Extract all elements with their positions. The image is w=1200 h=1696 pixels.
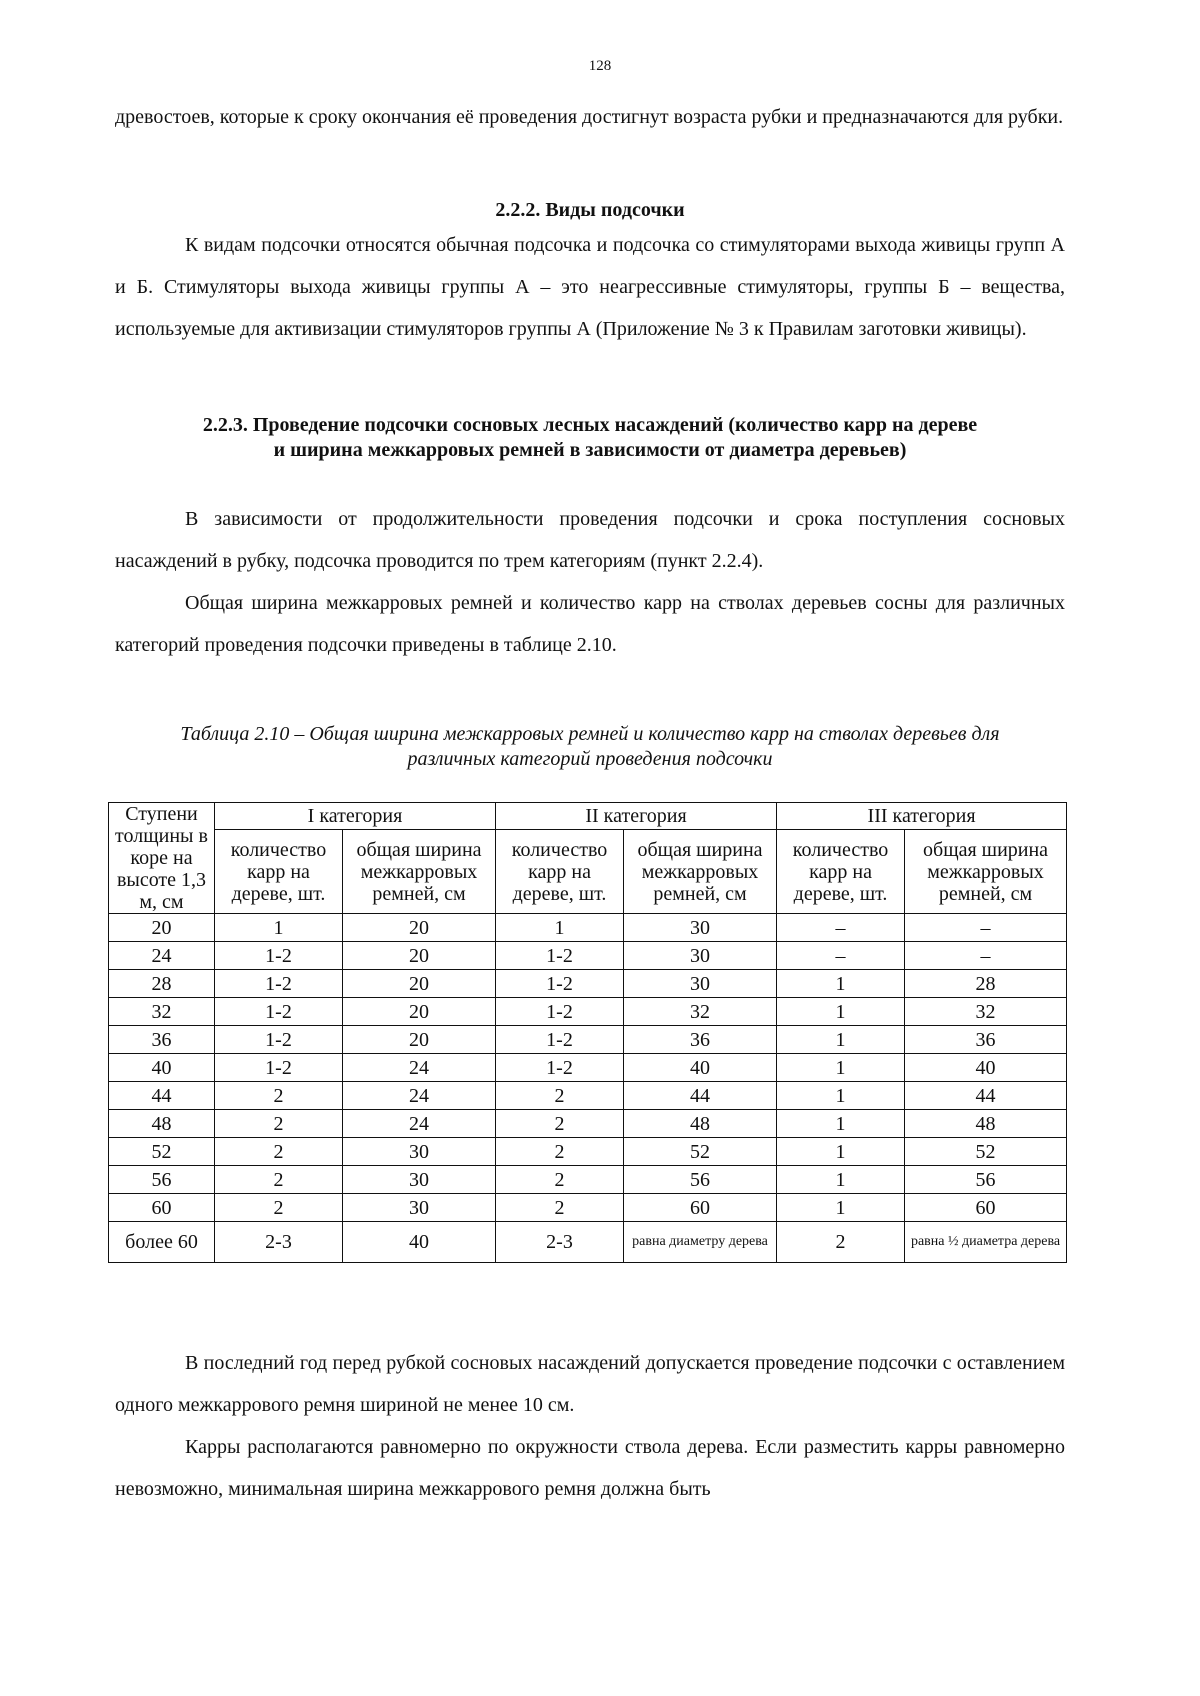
cell-c2-count: 2: [496, 1110, 624, 1138]
closing-paragraph-1: В последний год перед рубкой сосновых насаждений допускается проведение подсочки с оставлением одного межкаррового ремня шириной не менее 10 см.: [115, 1352, 1065, 1416]
cell-c2-width: 56: [624, 1166, 777, 1194]
header-count: количество карр на дереве, шт.: [777, 830, 905, 914]
cell-c3-count: 2: [777, 1222, 905, 1263]
cell-c2-width: 40: [624, 1054, 777, 1082]
cell-c3-count: 1: [777, 1138, 905, 1166]
table-row: [109, 1110, 1067, 1138]
section-title-2-2-2: 2.2.2. Виды подсочки: [495, 199, 685, 221]
header-count: количество карр на дереве, шт.: [215, 830, 343, 914]
cell-c1-width: 24: [343, 1054, 496, 1082]
cell-stage: 60: [109, 1194, 215, 1222]
section-title-2-2-3: 2.2.3. Проведение подсочки сосновых лесных насаждений (количество карр на дереве и ширина межкарровых ремней в зависимости от диаметра деревьев): [202, 414, 978, 461]
cell-c2-count: 2: [496, 1138, 624, 1166]
table-row: [109, 1054, 1067, 1082]
table-row: [109, 1138, 1067, 1166]
header-width: общая ширина межкарровых ремней, см: [905, 830, 1067, 914]
cell-c3-width: 36: [905, 1026, 1067, 1054]
cell-c1-width: 20: [343, 970, 496, 998]
cell-c3-count: 1: [777, 1054, 905, 1082]
table-row-last: [109, 1222, 1067, 1263]
cell-c2-count: 1: [496, 914, 624, 942]
cell-stage: 48: [109, 1110, 215, 1138]
cell-c3-width: 56: [905, 1166, 1067, 1194]
header-category-1: I категория: [215, 803, 496, 830]
header-category-3: III категория: [777, 803, 1067, 830]
cell-c3-width: равна ½ диаметра дерева: [905, 1222, 1067, 1263]
cell-c1-width: 24: [343, 1110, 496, 1138]
cell-c1-width: 30: [343, 1166, 496, 1194]
cell-c2-width: 60: [624, 1194, 777, 1222]
cell-c3-count: 1: [777, 1194, 905, 1222]
cell-stage: 56: [109, 1166, 215, 1194]
cell-c2-width: 32: [624, 998, 777, 1026]
cell-c1-count: 2: [215, 1110, 343, 1138]
closing-paragraph-2: Карры располагаются равномерно по окружности ствола дерева. Если разместить карры равномерно невозможно, минимальная ширина межкаррового ремня должна быть: [115, 1436, 1065, 1500]
cell-c2-width: 30: [624, 942, 777, 970]
header-stage: Ступени толщины в коре на высоте 1,3 м, см: [109, 803, 215, 914]
cell-c3-width: 40: [905, 1054, 1067, 1082]
header-count: количество карр на дереве, шт.: [496, 830, 624, 914]
table-row: [109, 1166, 1067, 1194]
cell-stage: 24: [109, 942, 215, 970]
cell-c2-count: 2: [496, 1166, 624, 1194]
cell-stage: более 60: [109, 1222, 215, 1263]
cell-c1-width: 20: [343, 942, 496, 970]
cell-c2-count: 1-2: [496, 998, 624, 1026]
cell-stage: 40: [109, 1054, 215, 1082]
cell-c1-count: 1-2: [215, 970, 343, 998]
cell-c3-width: 48: [905, 1110, 1067, 1138]
cell-stage: 52: [109, 1138, 215, 1166]
cell-c3-count: –: [777, 942, 905, 970]
cell-c3-count: 1: [777, 970, 905, 998]
cell-c1-count: 1-2: [215, 942, 343, 970]
table-row: [109, 1082, 1067, 1110]
cell-c2-width: 36: [624, 1026, 777, 1054]
cell-stage: 36: [109, 1026, 215, 1054]
table-body: [109, 914, 1067, 1263]
cell-c3-count: 1: [777, 998, 905, 1026]
cell-c2-count: 1-2: [496, 1026, 624, 1054]
cell-c3-count: 1: [777, 1082, 905, 1110]
cell-stage: 32: [109, 998, 215, 1026]
cell-c3-width: 32: [905, 998, 1067, 1026]
table-row: [109, 942, 1067, 970]
cell-c3-width: 52: [905, 1138, 1067, 1166]
table-row: [109, 998, 1067, 1026]
cell-c1-width: 24: [343, 1082, 496, 1110]
cell-c2-width: 30: [624, 970, 777, 998]
cell-c3-width: 44: [905, 1082, 1067, 1110]
cell-c3-count: 1: [777, 1026, 905, 1054]
cell-c1-width: 40: [343, 1222, 496, 1263]
cell-c1-width: 20: [343, 1026, 496, 1054]
header-category-2: II категория: [496, 803, 777, 830]
cell-c1-width: 30: [343, 1138, 496, 1166]
cell-c3-width: –: [905, 914, 1067, 942]
cell-c2-count: 2-3: [496, 1222, 624, 1263]
cell-c2-width: 30: [624, 914, 777, 942]
closing-paragraphs: [115, 1342, 1065, 1510]
cell-c2-count: 2: [496, 1194, 624, 1222]
cell-c2-count: 1-2: [496, 1054, 624, 1082]
cell-c1-count: 2: [215, 1194, 343, 1222]
intro-paragraph: древостоев, которые к сроку окончания её проведения достигнут возраста рубки и предназначаются для рубки.: [115, 106, 1064, 128]
table-caption: Таблица 2.10 – Общая ширина межкарровых ремней и количество карр на стволах деревьев для различных категорий проведения подсочки: [180, 723, 1000, 770]
section-2-2-3-paragraphs: [115, 498, 1065, 666]
cell-c3-count: 1: [777, 1110, 905, 1138]
cell-c2-count: 1-2: [496, 942, 624, 970]
cell-c3-width: 60: [905, 1194, 1067, 1222]
cell-c1-width: 20: [343, 998, 496, 1026]
cell-stage: 28: [109, 970, 215, 998]
cell-c1-count: 1: [215, 914, 343, 942]
cell-c1-count: 2: [215, 1082, 343, 1110]
page-number: 128: [588, 58, 612, 74]
cell-c1-count: 1-2: [215, 1054, 343, 1082]
cell-c2-width: 52: [624, 1138, 777, 1166]
cell-c1-count: 2: [215, 1138, 343, 1166]
header-width: общая ширина межкарровых ремней, см: [343, 830, 496, 914]
resin-tapping-table: [108, 802, 1067, 1263]
cell-c2-count: 2: [496, 1082, 624, 1110]
section-2-2-3-paragraph-1: В зависимости от продолжительности проведения подсочки и срока поступления сосновых насаждений в рубку, подсочка проводится по трем категориям (пункт 2.2.4).: [115, 508, 1065, 572]
cell-stage: 44: [109, 1082, 215, 1110]
cell-c1-count: 1-2: [215, 1026, 343, 1054]
cell-c1-count: 2-3: [215, 1222, 343, 1263]
table-row: [109, 1194, 1067, 1222]
cell-c3-width: 28: [905, 970, 1067, 998]
cell-c1-count: 1-2: [215, 998, 343, 1026]
cell-c1-count: 2: [215, 1166, 343, 1194]
cell-c2-width: равна диаметру дерева: [624, 1222, 777, 1263]
cell-c3-count: 1: [777, 1166, 905, 1194]
cell-c3-width: –: [905, 942, 1067, 970]
section-2-2-2-paragraph: К видам подсочки относятся обычная подсочка и подсочка со стимуляторами выхода живицы групп А и Б. Стимуляторы выхода живицы группы А – это неагрессивные стимуляторы, группы Б – вещества, используемые для активизации стимуляторов группы А (Приложение № 3 к Правилам заготовки живицы).: [115, 234, 1065, 340]
table-row: [109, 970, 1067, 998]
cell-c2-width: 48: [624, 1110, 777, 1138]
section-2-2-3-paragraph-2: Общая ширина межкарровых ремней и количество карр на стволах деревьев сосны для различных категорий проведения подсочки приведены в таблице 2.10.: [115, 592, 1065, 656]
header-width: общая ширина межкарровых ремней, см: [624, 830, 777, 914]
table-row: [109, 1026, 1067, 1054]
cell-stage: 20: [109, 914, 215, 942]
table-row: [109, 914, 1067, 942]
cell-c3-count: –: [777, 914, 905, 942]
cell-c1-width: 30: [343, 1194, 496, 1222]
cell-c2-count: 1-2: [496, 970, 624, 998]
cell-c2-width: 44: [624, 1082, 777, 1110]
cell-c1-width: 20: [343, 914, 496, 942]
